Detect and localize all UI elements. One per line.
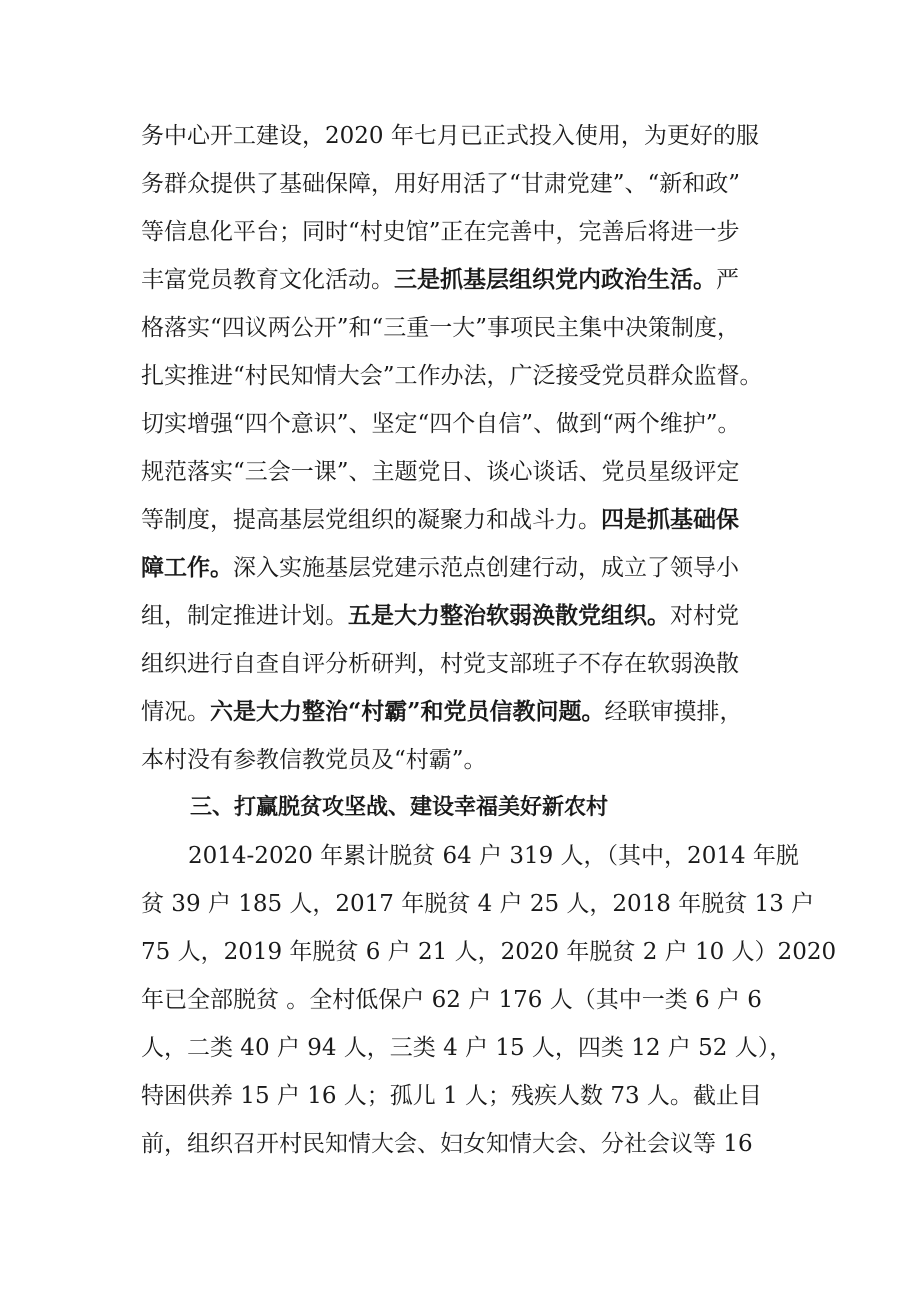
line-text: 严	[716, 267, 739, 293]
line-text: 深入实施基层党建示范点创建行动，成立了领导小	[233, 555, 739, 581]
line-text: 组织进行自查自评分析研判，村党支部班子不存在软弱涣散	[141, 651, 739, 677]
paragraph-line	[141, 1122, 781, 1166]
section-heading	[190, 786, 830, 830]
paragraph-line	[141, 594, 781, 638]
line-text: 组，制定推进计划。	[141, 603, 348, 629]
paragraph-line	[188, 834, 828, 878]
line-text: 经联审摸排，	[604, 699, 743, 725]
line-text: 等制度，提高基层党组织的凝聚力和战斗力。	[141, 507, 601, 533]
paragraph-line	[141, 1026, 793, 1070]
line-text: 人，二类 40 户 94 人，三类 4 户 15 人，四类 12 户 52 人），	[141, 1035, 793, 1061]
paragraph-line	[141, 930, 837, 974]
paragraph-line	[141, 450, 781, 494]
line-text: 75 人，2019 年脱贫 6 户 21 人，2020 年脱贫 2 户 10 人）2020	[141, 939, 837, 965]
bold-text: 六是大力整治“村霸”和党员信教问题。	[210, 698, 605, 725]
paragraph-line	[141, 642, 781, 686]
line-text: 2014-2020 年累计脱贫 64 户 319 人，（其中，2014 年脱	[188, 843, 799, 869]
paragraph-line	[141, 498, 781, 542]
line-text: 务中心开工建设，2020 年七月已正式投入使用，为更好的服	[141, 123, 759, 149]
line-text: 特困供养 15 户 16 人；孤儿 1 人；残疾人数 73 人。截止目	[141, 1083, 762, 1109]
line-text: 格落实“四议两公开”和“三重一大”事项民主集中决策制度，	[141, 315, 741, 341]
bold-text: 五是大力整治软弱涣散党组织。	[348, 602, 670, 629]
line-text: 本村没有参教信教党员及“村霸”。	[141, 747, 487, 773]
paragraph-line	[141, 306, 781, 350]
paragraph-line	[141, 690, 781, 734]
line-text: 丰富党员教育文化活动。	[141, 267, 394, 293]
line-text: 等信息化平台；同时“村史馆”正在完善中，完善后将进一步	[141, 219, 740, 245]
line-text: 情况。	[141, 699, 210, 725]
paragraph-line	[141, 546, 781, 590]
paragraph-line	[141, 210, 781, 254]
line-text: 务群众提供了基础保障，用好用活了“甘肃党建”、“新和政”	[141, 171, 741, 197]
paragraph-line	[141, 738, 781, 782]
paragraph-line	[141, 114, 781, 158]
paragraph-line	[141, 258, 781, 302]
paragraph-line	[141, 162, 781, 206]
paragraph-line	[141, 402, 781, 446]
line-text: 规范落实“三会一课”、主题党日、谈心谈话、党员星级评定	[141, 459, 740, 485]
paragraph-line	[141, 354, 781, 398]
line-text: 扎实推进“村民知情大会”工作办法，广泛接受党员群众监督。	[141, 363, 763, 389]
line-text: 对村党	[670, 603, 739, 629]
line-text: 前，组织召开村民知情大会、妇女知情大会、分社会议等 16	[141, 1131, 753, 1157]
paragraph-line	[141, 978, 781, 1022]
paragraph-line	[141, 882, 815, 926]
line-text: 三、打赢脱贫攻坚战、建设幸福美好新农村	[190, 795, 609, 820]
line-text: 年已全部脱贫 。全村低保户 62 户 176 人（其中一类 6 户 6	[141, 987, 762, 1013]
bold-text: 三是抓基层组织党内政治生活。	[394, 266, 716, 293]
line-text: 切实增强“四个意识”、坚定“四个自信”、做到“两个维护”。	[141, 411, 741, 437]
line-text: 贫 39 户 185 人，2017 年脱贫 4 户 25 人，2018 年脱贫 13 户	[141, 891, 815, 917]
paragraph-line	[141, 1074, 781, 1118]
bold-text: 障工作。	[141, 554, 233, 581]
bold-text: 四是抓基础保	[601, 506, 739, 533]
